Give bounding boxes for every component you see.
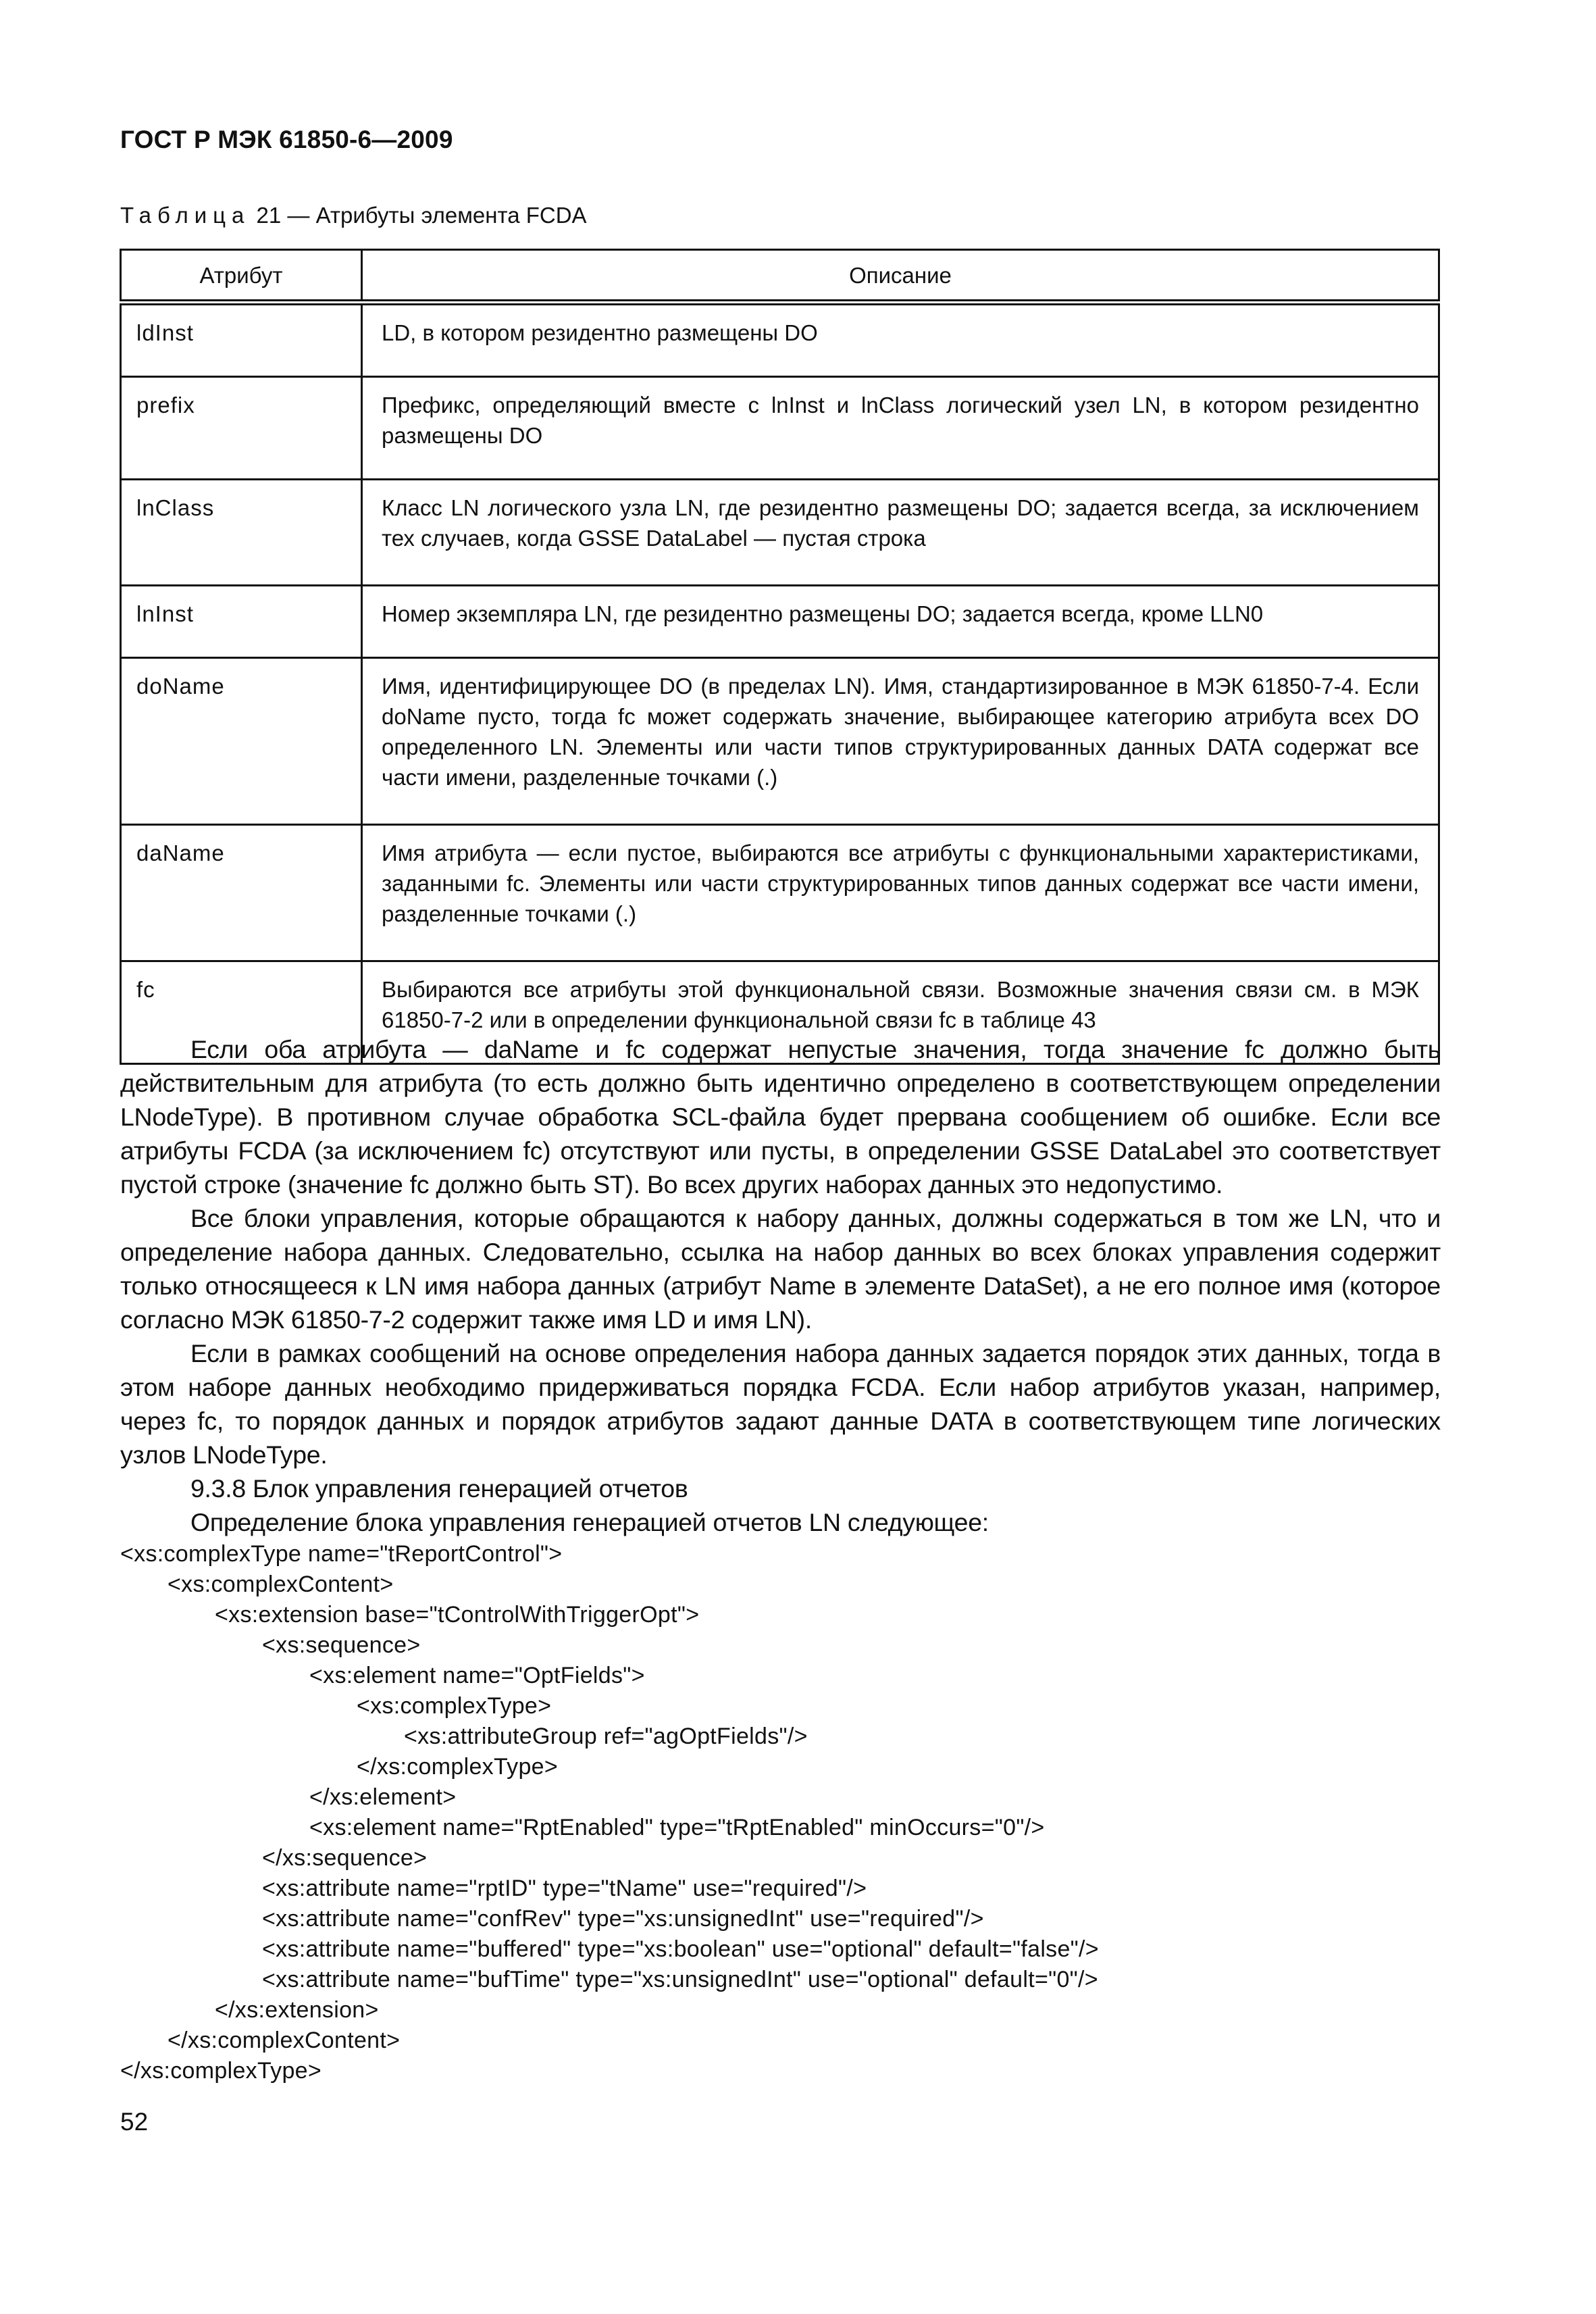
- xml-schema-listing: [120, 1539, 1099, 2086]
- table-header-row: [121, 250, 1439, 303]
- attribute-description: Префикс, определяющий вместе с lnInst и lnClass логический узел LN, в котором резидентно размещены DO: [362, 377, 1439, 480]
- attribute-description: Номер экземпляра LN, где резидентно размещены DO; задается всегда, кроме LLN0: [362, 586, 1439, 658]
- table-row: [121, 303, 1439, 377]
- code-line: <xs:element name="OptFields">: [309, 1663, 645, 1688]
- attribute-description: Имя, идентифицирующее DO (в пределах LN). Имя, стандартизированное в МЭК 61850-7-4. Если doName пусто, тогда fc может содержать значение, выбирающее категорию атрибута всех DO определенного LN. Элементы или части типов структурированных данных DATA содержат все части имени, разделенные точками (.): [362, 658, 1439, 825]
- attribute-name: ldInst: [121, 303, 362, 377]
- column-header-description: Описание: [362, 250, 1439, 303]
- attribute-name: fc: [121, 961, 362, 1064]
- code-line: </xs:sequence>: [262, 1845, 428, 1871]
- paragraph: Все блоки управления, которые обращаются к набору данных, должны содержаться в том же LN, что и определение набора данных. Следовательно, ссылка на набор данных во всех блоках управления содержит только относящееся к LN имя набора данных (атрибут Name в элементе DataSet), а не его полное имя (которое согласно МЭК 61850-7-2 содержит также имя LD и имя LN).: [120, 1204, 1441, 1334]
- code-line: <xs:complexType>: [357, 1693, 552, 1719]
- table-row: [121, 480, 1439, 586]
- code-line: <xs:element name="RptEnabled" type="tRptEnabled" minOccurs="0"/>: [309, 1815, 1045, 1840]
- code-line: </xs:element>: [309, 1784, 457, 1810]
- paragraph: Если оба атрибута — daName и fc содержат непустые значения, тогда значение fc должно быть действительным для атрибута (то есть должно быть идентично определено в соответствующем определении LNodeType). В противном случае обработка SCL-файла будет прервана сообщением об ошибке. Если все атрибуты FCDA (за исключением fc) отсутствуют или пусты, в определении GSSE DataLabel это соответствует пустой строке (значение fc должно быть ST). Во всех других наборах данных это недопустимо.: [120, 1035, 1441, 1199]
- paragraph: Определение блока управления генерацией отчетов LN следующее:: [190, 1508, 989, 1536]
- table-row: [121, 377, 1439, 480]
- code-line: </xs:extension>: [215, 1997, 379, 2023]
- table-row: [121, 825, 1439, 961]
- code-line: <xs:attribute name="bufTime" type="xs:unsignedInt" use="optional" default="0"/>: [262, 1967, 1098, 1992]
- attribute-name: daName: [121, 825, 362, 961]
- table-caption-prefix: Таблица: [120, 203, 251, 228]
- code-line: <xs:sequence>: [262, 1632, 421, 1658]
- code-line: <xs:attribute name="confRev" type="xs:unsignedInt" use="required"/>: [262, 1906, 984, 1932]
- paragraph: Если в рамках сообщений на основе определения набора данных задается порядок этих данных, тогда в этом наборе данных необходимо придерживаться порядка FCDA. Если набор атрибутов указан, например, через fc, то порядок данных и порядок атрибутов задают данные DATA в соответствующем типе логических узлов LNodeType.: [120, 1339, 1441, 1469]
- attribute-name: prefix: [121, 377, 362, 480]
- attribute-description: Класс LN логического узла LN, где резидентно размещены DO; задается всегда, за исключением тех случаев, когда GSSE DataLabel — пустая строка: [362, 480, 1439, 586]
- attribute-name: lnClass: [121, 480, 362, 586]
- table-row: [121, 586, 1439, 658]
- document-header: ГОСТ Р МЭК 61850-6—2009: [120, 126, 453, 153]
- code-line: <xs:complexContent>: [168, 1571, 394, 1597]
- table-row: [121, 658, 1439, 825]
- body-text: [120, 1032, 1441, 1539]
- code-line: <xs:extension base="tControlWithTriggerOpt">: [215, 1602, 700, 1628]
- attribute-name: doName: [121, 658, 362, 825]
- code-line: </xs:complexType>: [120, 2058, 322, 2084]
- code-line: </xs:complexContent>: [168, 2028, 401, 2053]
- attribute-description: LD, в котором резидентно размещены DO: [362, 303, 1439, 377]
- table-caption: [120, 203, 587, 228]
- attribute-description: Имя атрибута — если пустое, выбираются все атрибуты с функциональными характеристиками, заданными fc. Элементы или части структурированных типов данных содержат все части имени, разделенные точками (.): [362, 825, 1439, 961]
- column-header-attribute: Атрибут: [121, 250, 362, 303]
- section-heading: 9.3.8 Блок управления генерацией отчетов: [190, 1474, 688, 1503]
- code-line: </xs:complexType>: [357, 1754, 559, 1780]
- code-line: <xs:attribute name="buffered" type="xs:boolean" use="optional" default="false"/>: [262, 1936, 1099, 1962]
- table-caption-title: 21 — Атрибуты элемента FCDA: [250, 203, 587, 228]
- attribute-name: lnInst: [121, 586, 362, 658]
- fcda-attributes-table: [120, 249, 1440, 1065]
- code-line: <xs:complexType name="tReportControl">: [120, 1541, 563, 1567]
- attribute-description: Выбираются все атрибуты этой функциональной связи. Возможные значения связи см. в МЭК 61850-7-2 или в определении функциональной связи fc в таблице 43: [362, 961, 1439, 1064]
- code-line: <xs:attributeGroup ref="agOptFields"/>: [404, 1724, 808, 1749]
- code-line: <xs:attribute name="rptID" type="tName" use="required"/>: [262, 1876, 867, 1901]
- page-number: 52: [120, 2108, 149, 2136]
